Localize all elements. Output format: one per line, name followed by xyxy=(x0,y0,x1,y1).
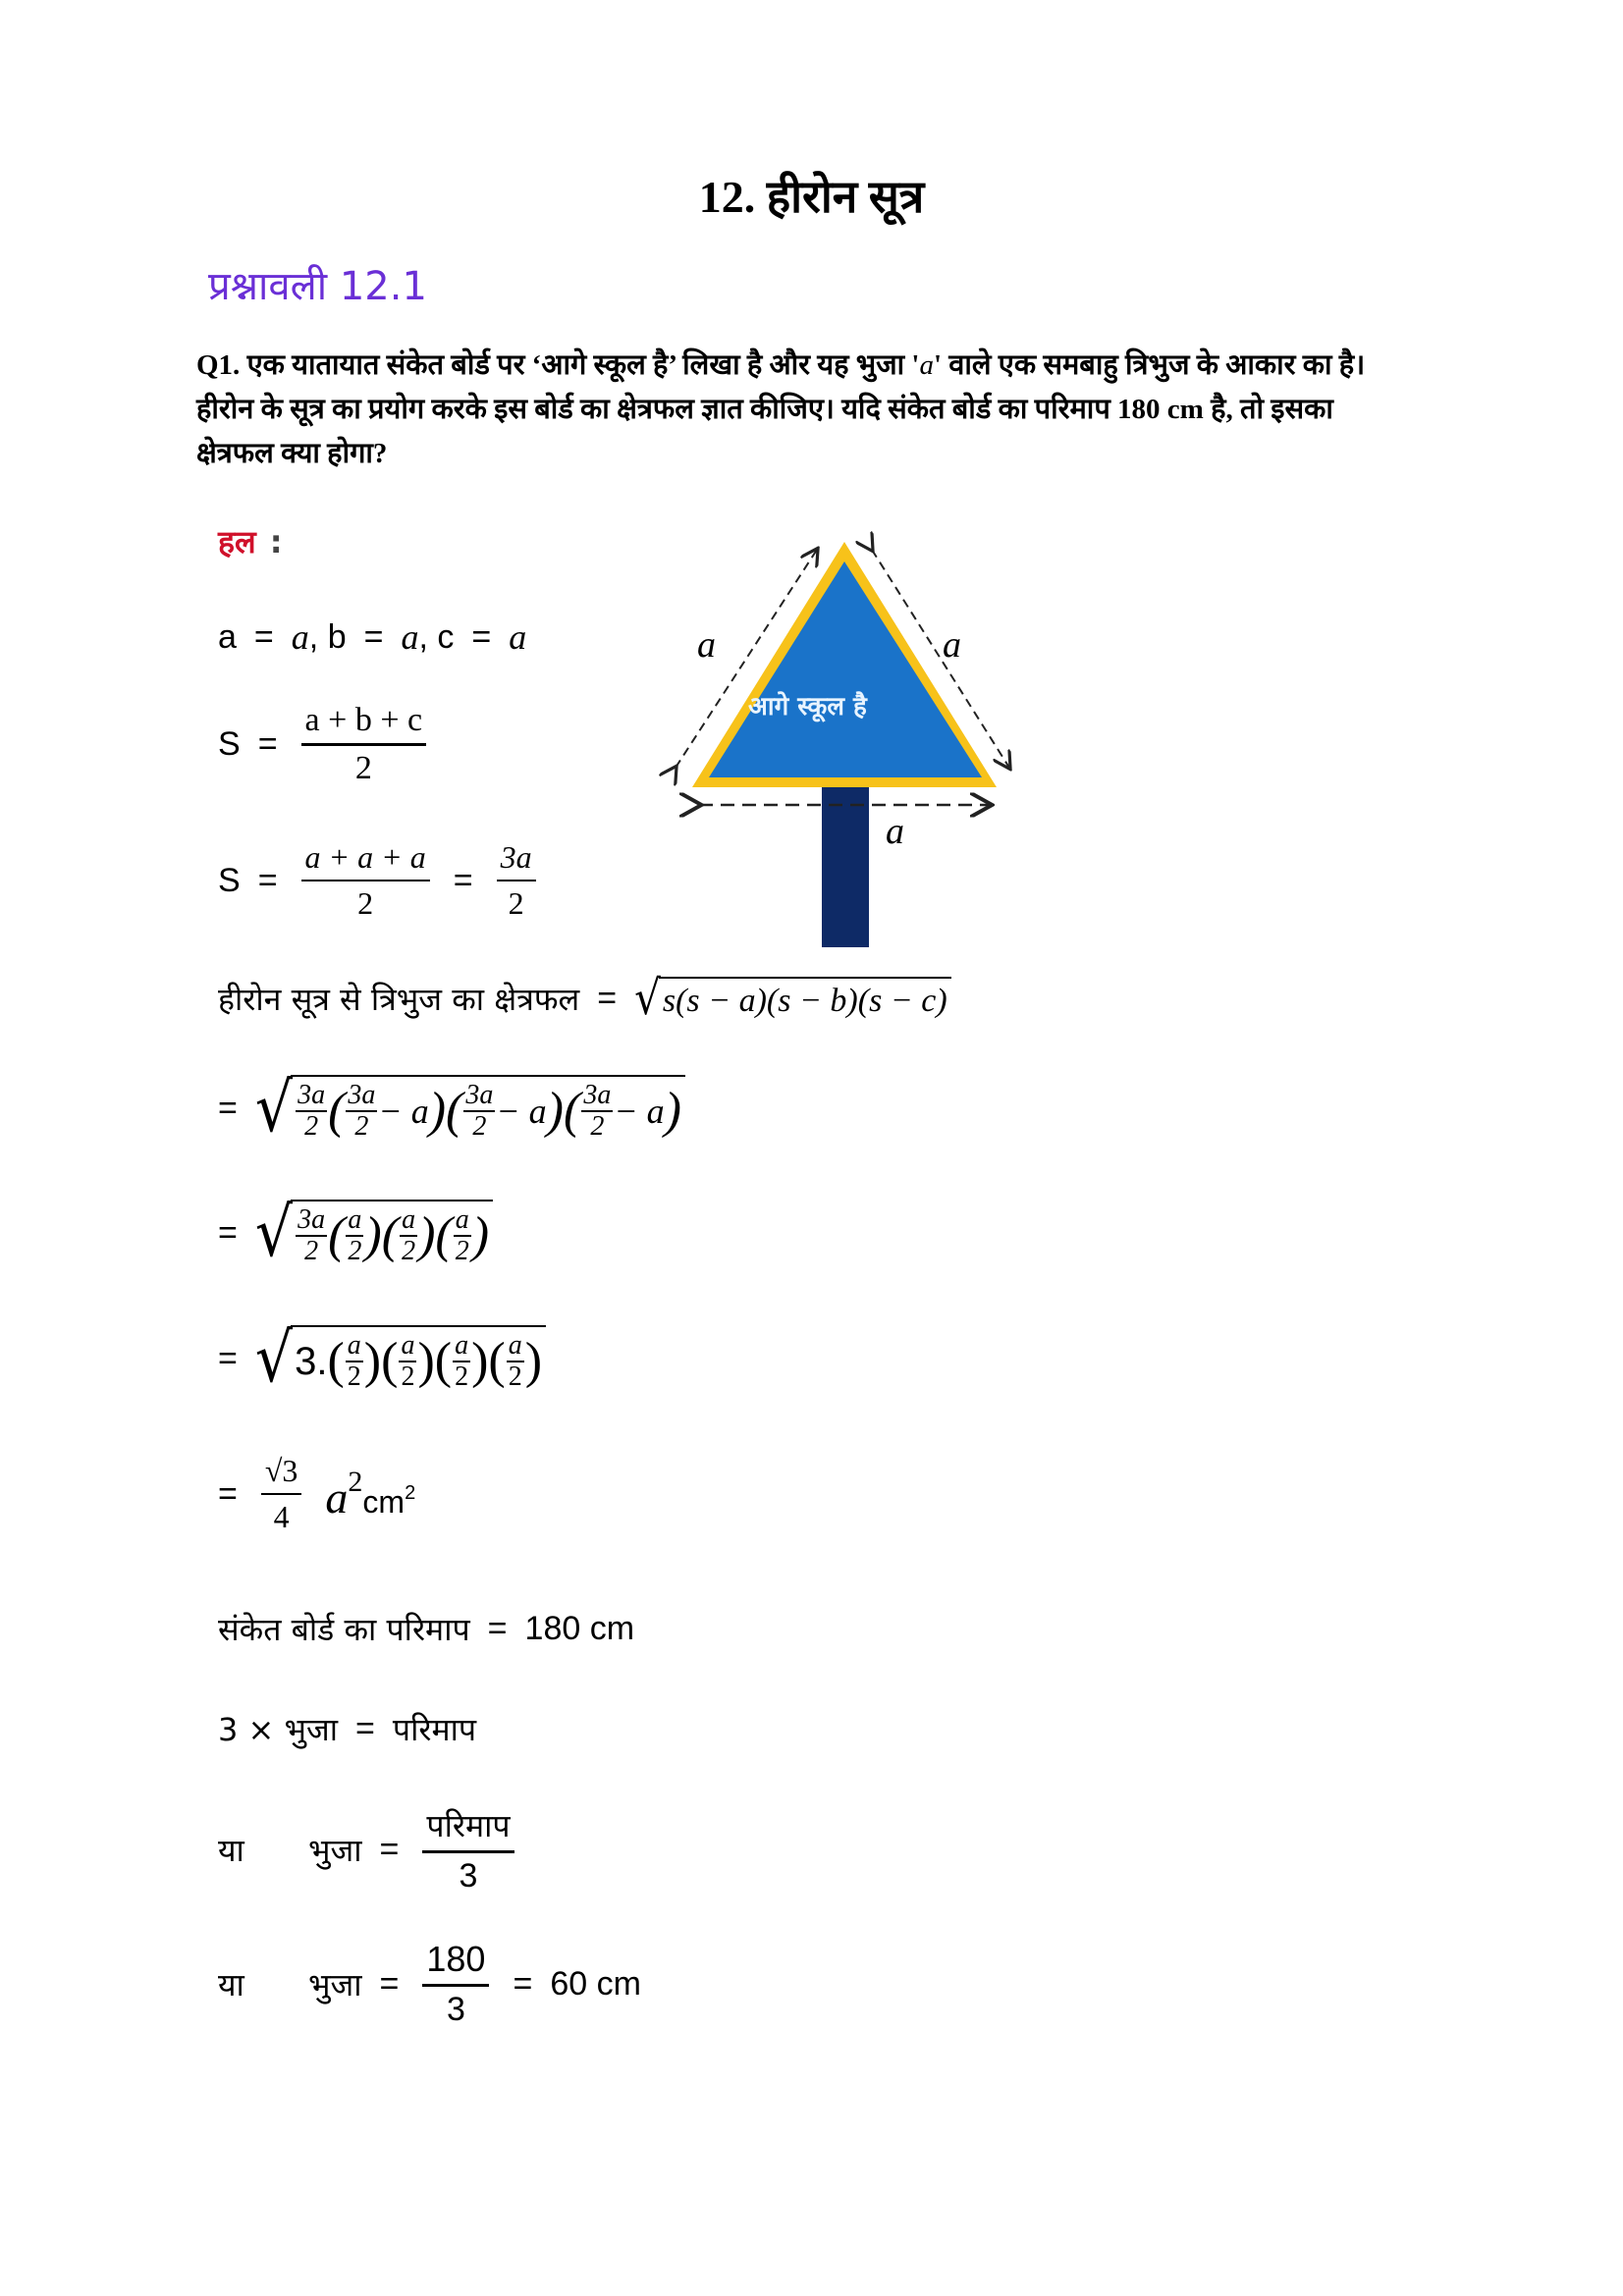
denominator: 2 xyxy=(590,1111,605,1142)
denominator: 3 xyxy=(459,1857,478,1895)
heron-text: हीरोन सूत्र से त्रिभुज का क्षेत्रफल xyxy=(218,980,580,1018)
sign-text: आगे स्कूल है xyxy=(748,692,867,721)
radical-icon: √ xyxy=(254,1318,294,1399)
equals-sign: = xyxy=(379,1831,400,1868)
denominator: 2 xyxy=(304,1236,319,1266)
equals-sign: = xyxy=(257,861,278,899)
heron-formula-line xyxy=(218,970,951,1026)
numerator: √3 xyxy=(261,1453,302,1495)
equals-sign: = xyxy=(513,1964,533,2002)
denominator: 2 xyxy=(472,1111,487,1142)
equals-sign: = xyxy=(218,1089,238,1127)
square-root xyxy=(254,1068,685,1148)
denominator: 2 xyxy=(347,1362,361,1392)
triangle-sign-icon xyxy=(658,530,1041,962)
minus-a: − a xyxy=(496,1092,547,1131)
radical-icon: √ xyxy=(254,1193,294,1273)
numerator: 180 xyxy=(422,1939,489,1987)
exponent: 2 xyxy=(348,1465,363,1498)
step-1 xyxy=(218,1068,685,1148)
numerator: a xyxy=(455,1330,469,1361)
numerator: a xyxy=(402,1204,416,1235)
area-expression xyxy=(325,1466,415,1523)
numerator: परिमाप xyxy=(422,1804,514,1853)
equals-sign: = xyxy=(379,1964,400,2002)
numerator: 3a xyxy=(348,1080,376,1110)
denominator: 2 xyxy=(455,1362,469,1392)
side-value xyxy=(218,1939,641,2029)
right-side-label: a xyxy=(943,624,961,666)
denominator: 2 xyxy=(304,1111,319,1142)
exercise-heading: प्रश्नावली 12.1 xyxy=(208,264,427,309)
step-2 xyxy=(218,1193,493,1273)
denominator: 2 xyxy=(455,1236,469,1266)
perimeter-line xyxy=(218,1608,634,1650)
numerator: a xyxy=(508,1330,522,1361)
equals-sign: = xyxy=(471,617,492,656)
solution-label-text: हल xyxy=(218,523,256,561)
perimeter-value: 180 cm xyxy=(524,1610,635,1647)
equals-sign: = xyxy=(355,1710,375,1747)
equals-sign: = xyxy=(218,1339,238,1377)
side-label: भुजा xyxy=(308,1965,362,2003)
radicand: $\frac{3a}{2}$ ( $\frac{3a}{2}$ − a ) ( $\frac{3a}{2}$ − a ) ( $\frac{3a}{2}$ − a ) xyxy=(291,1075,685,1142)
equals-sign: = xyxy=(253,617,274,656)
numerator: a xyxy=(347,1330,361,1361)
denominator: 2 xyxy=(401,1362,415,1392)
s-label: S xyxy=(218,725,241,763)
solution-colon: : xyxy=(269,523,283,561)
sides-equation: a = a , b = a , c = a xyxy=(218,617,527,657)
side-a-label: a xyxy=(218,617,237,656)
fraction xyxy=(422,1804,514,1896)
side-result: 60 cm xyxy=(550,1964,641,2002)
denominator: 2 xyxy=(402,1236,416,1266)
side-label: भुजा xyxy=(308,1832,362,1869)
equals-sign: = xyxy=(218,1474,238,1513)
equals-sign: = xyxy=(218,1213,238,1252)
question-body-2: ' वाले एक समबाहु त्रिभुज के आकार का है। हीरोन के सूत्र का प्रयोग करके इस बोर्ड का क्षेत्रफल ज्ञात कीजिए। यदि संकेत बोर्ड का परिमाप 180 cm है, तो इसका क्षेत्रफल क्या होगा? xyxy=(196,349,1366,469)
denominator: 2 xyxy=(354,750,372,786)
minus-a: − a xyxy=(378,1092,429,1131)
numerator: a + b + c xyxy=(301,702,427,746)
denominator: 2 xyxy=(354,1111,369,1142)
equals-sign: = xyxy=(453,861,473,899)
radical-icon: √ xyxy=(634,970,661,1026)
fraction xyxy=(422,1939,489,2029)
numerator: 3a xyxy=(583,1080,612,1110)
side-b-label: b xyxy=(327,617,347,656)
equals-sign: = xyxy=(597,979,618,1017)
denominator: 4 xyxy=(273,1499,290,1534)
question-number: Q1. xyxy=(196,349,241,381)
perimeter-text: संकेत बोर्ड का परिमाप xyxy=(218,1611,470,1648)
square-root xyxy=(634,970,951,1026)
equals-sign: = xyxy=(257,725,278,763)
semi-perimeter-formula xyxy=(218,702,432,787)
side-a-value: a xyxy=(291,617,309,657)
square-root xyxy=(254,1193,493,1273)
side-b-value: a xyxy=(401,617,419,657)
minus-a: − a xyxy=(614,1092,665,1131)
denominator: 2 xyxy=(508,1362,522,1392)
denominator: 2 xyxy=(508,885,524,921)
side-relation-rhs: परिमाप xyxy=(392,1711,477,1748)
side-formula xyxy=(218,1804,520,1896)
or-label: या xyxy=(218,1965,244,2003)
radical-icon: √ xyxy=(254,1068,294,1148)
or-label: या xyxy=(218,1832,244,1869)
area-result xyxy=(218,1453,415,1535)
page-title: 12. हीरोन सूत्र xyxy=(698,172,925,222)
side-relation xyxy=(218,1708,476,1750)
side-relation-lhs: 3 × भुजा xyxy=(218,1711,339,1748)
numerator: 3a xyxy=(298,1204,326,1235)
bottom-side-label: a xyxy=(886,811,904,852)
numerator: 3a xyxy=(465,1080,494,1110)
denominator: 3 xyxy=(446,1991,465,2028)
numerator: 3a xyxy=(298,1080,326,1110)
variable: a xyxy=(325,1471,349,1522)
unit: cm xyxy=(362,1483,406,1520)
numerator: 3a xyxy=(497,839,536,881)
square-root xyxy=(254,1318,546,1399)
radicand: $\frac{3a}{2}$ ( $\frac{a}{2}$ ) ( $\frac{a}{2}$ ) ( $\frac{a}{2}$ ) xyxy=(291,1200,493,1266)
fraction xyxy=(301,839,430,922)
heron-expression: s(s − a)(s − b)(s − c) xyxy=(659,977,951,1020)
numerator: a xyxy=(401,1330,415,1361)
fraction xyxy=(261,1453,302,1535)
equals-sign: = xyxy=(487,1610,508,1647)
left-side-label: a xyxy=(697,624,716,666)
numerator: a xyxy=(455,1204,469,1235)
numerator: a xyxy=(348,1204,362,1235)
question-body-1: एक यातायात संकेत बोर्ड पर ‘आगे स्कूल है’ लिखा है और यह भुजा ' xyxy=(246,349,920,381)
side-c-label: c xyxy=(437,617,455,656)
sign-board-figure xyxy=(658,530,1041,962)
solution-label xyxy=(218,520,283,562)
denominator: 2 xyxy=(348,1236,362,1266)
question-text xyxy=(196,344,1404,476)
fraction xyxy=(497,839,536,922)
coefficient: 3. xyxy=(295,1339,328,1383)
s-label: S xyxy=(218,861,241,899)
side-c-value: a xyxy=(509,617,527,657)
radicand: 3. ( $\frac{a}{2}$ ) ( $\frac{a}{2}$ ) ( $\frac{a}{2}$ ) ( $\frac{a}{2}$ ) xyxy=(291,1325,546,1392)
step-3 xyxy=(218,1318,546,1399)
semi-perimeter-value xyxy=(218,839,542,922)
numerator: a + a + a xyxy=(301,839,430,881)
unit-exponent: 2 xyxy=(405,1481,416,1504)
fraction xyxy=(301,702,427,787)
equals-sign: = xyxy=(363,617,384,656)
question-var: a xyxy=(919,349,934,381)
denominator: 2 xyxy=(357,885,374,921)
